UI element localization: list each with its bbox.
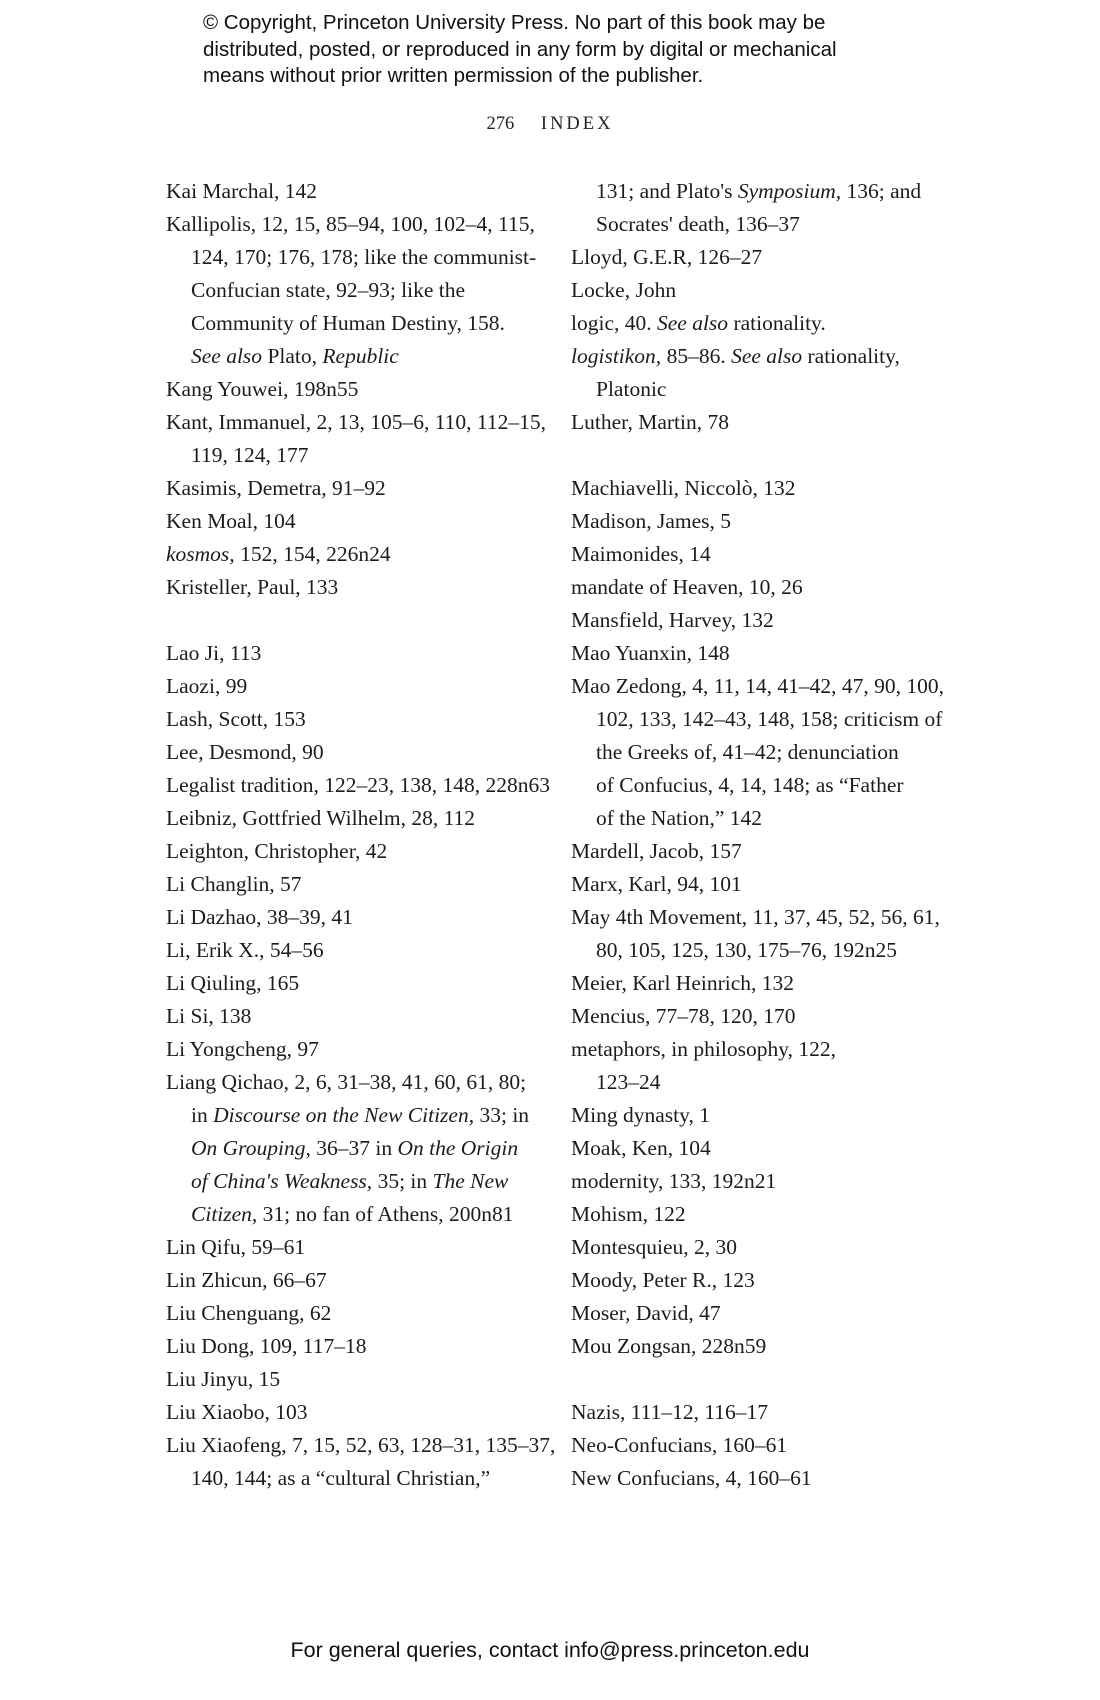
- section-title: INDEX: [540, 114, 614, 134]
- index-text: 140, 144; as a “cultural Christian,”: [191, 1466, 491, 1490]
- index-text: Moser, David, 47: [571, 1301, 721, 1325]
- index-text: Maimonides, 14: [571, 542, 711, 566]
- index-text: mandate of Heaven, 10, 26: [571, 575, 803, 599]
- index-text: 31; no fan of Athens, 200n81: [257, 1202, 514, 1226]
- index-entry-continuation: [571, 208, 951, 241]
- index-entry-continuation: [166, 1099, 541, 1132]
- index-entry: [571, 505, 951, 538]
- index-text: Liang Qichao, 2, 6, 31–38, 41, 60, 61, 80;: [166, 1070, 527, 1094]
- index-text-italic: Republic: [322, 344, 399, 368]
- index-entry: [166, 1000, 541, 1033]
- index-text: Lloyd, G.E.R, 126–27: [571, 245, 763, 269]
- index-text: Neo-Confucians, 160–61: [571, 1433, 788, 1457]
- index-text: of Confucius, 4, 14, 148; as “Father: [596, 773, 904, 797]
- index-text: Marx, Karl, 94, 101: [571, 872, 742, 896]
- copyright-line: means without prior written permission of the publisher.: [203, 64, 704, 87]
- index-entry-continuation: [571, 703, 951, 736]
- index-text-italic: On the Origin: [397, 1136, 519, 1160]
- index-text: Li Dazhao, 38–39, 41: [166, 905, 353, 929]
- index-entry: [571, 1198, 951, 1231]
- index-column-left: [166, 175, 556, 1495]
- index-entry-continuation: [571, 802, 951, 835]
- index-entry-continuation: [571, 769, 951, 802]
- index-text: Mardell, Jacob, 157: [571, 839, 742, 863]
- index-text: Moak, Ken, 104: [571, 1136, 711, 1160]
- index-text: in: [191, 1103, 214, 1127]
- index-entry: [571, 604, 951, 637]
- index-entry: [571, 274, 951, 307]
- index-text-italic: logistikon,: [571, 344, 662, 368]
- index-text: Mansfield, Harvey, 132: [571, 608, 774, 632]
- copyright-line: distributed, posted, or reproduced in any form by digital or mechanical: [203, 37, 837, 61]
- index-text: Liu Jinyu, 15: [166, 1367, 281, 1391]
- index-entry: [166, 175, 541, 208]
- index-text: Li Qiuling, 165: [166, 971, 300, 995]
- index-column-right: [571, 175, 951, 1495]
- index-text: Liu Xiaofeng, 7, 15, 52, 63, 128–31, 135–37,: [166, 1433, 556, 1457]
- index-text: Ken Moal, 104: [166, 509, 296, 533]
- index-entry: [571, 1099, 951, 1132]
- index-text: Li Changlin, 57: [166, 872, 302, 896]
- index-text: Community of Human Destiny, 158.: [191, 311, 505, 335]
- index-text: rationality,: [802, 344, 900, 368]
- index-text-italic: Citizen,: [191, 1202, 258, 1226]
- index-text: the Greeks of, 41–42; denunciation: [596, 740, 899, 764]
- index-entry: [571, 637, 951, 670]
- running-head: [0, 114, 1100, 135]
- index-text: Liu Dong, 109, 117–18: [166, 1334, 367, 1358]
- index-entry: [166, 406, 546, 439]
- copyright-line: © Copyright, Princeton University Press. No part of this book may be: [203, 11, 826, 34]
- index-entry-continuation: [166, 439, 541, 472]
- index-entry-continuation: [166, 241, 541, 274]
- index-entry: [166, 769, 550, 802]
- index-entry: [166, 901, 541, 934]
- index-text: Li, Erik X., 54–56: [166, 938, 324, 962]
- index-entry: [166, 670, 541, 703]
- index-text: logic, 40.: [571, 311, 657, 335]
- index-text: Platonic: [596, 377, 667, 401]
- index-text: 136; and: [841, 179, 922, 203]
- index-entry: [166, 1264, 541, 1297]
- index-entry: [166, 208, 541, 241]
- index-text: 102, 133, 142–43, 148, 158; criticism of: [596, 707, 943, 731]
- index-entry-continuation: [571, 1066, 951, 1099]
- index-entry: [166, 1330, 541, 1363]
- index-entry: [166, 1066, 541, 1099]
- index-entry: [571, 472, 951, 505]
- index-text-italic: See also: [657, 311, 729, 335]
- index-text: Luther, Martin, 78: [571, 410, 729, 434]
- page-number: 276: [486, 114, 515, 134]
- index-text: Meier, Karl Heinrich, 132: [571, 971, 795, 995]
- index-text: Kristeller, Paul, 133: [166, 575, 339, 599]
- index-text-italic: Discourse on the New Citizen,: [213, 1103, 475, 1127]
- index-entry-continuation: [166, 274, 541, 307]
- index-text: metaphors, in philosophy, 122,: [571, 1037, 836, 1061]
- index-text-italic: of China's Weakness,: [191, 1169, 373, 1193]
- index-entry: [166, 934, 541, 967]
- index-entry: [571, 1132, 951, 1165]
- index-text: Kai Marchal, 142: [166, 179, 318, 203]
- copyright-notice: [203, 10, 923, 90]
- index-entry-continuation: [166, 1462, 541, 1495]
- index-entry: [571, 1264, 951, 1297]
- index-text: modernity, 133, 192n21: [571, 1169, 777, 1193]
- index-text: Legalist tradition, 122–23, 138, 148, 228n63: [166, 773, 550, 797]
- index-entry: [571, 1462, 951, 1495]
- index-text: Laozi, 99: [166, 674, 248, 698]
- index-entry: [166, 736, 541, 769]
- index-text-italic: On Grouping,: [191, 1136, 311, 1160]
- index-entry: [571, 868, 951, 901]
- index-entry: [571, 835, 951, 868]
- index-text: May 4th Movement, 11, 37, 45, 52, 56, 61,: [571, 905, 940, 929]
- index-text: 33; in: [474, 1103, 530, 1127]
- index-text: Lee, Desmond, 90: [166, 740, 324, 764]
- index-text: 36–37 in: [310, 1136, 398, 1160]
- index-entry-continuation: [166, 1165, 541, 1198]
- index-entry: [571, 1429, 951, 1462]
- index-text: Liu Chenguang, 62: [166, 1301, 332, 1325]
- index-text: Machiavelli, Niccolò, 132: [571, 476, 796, 500]
- index-entry: [166, 1363, 541, 1396]
- index-text: 85–86.: [661, 344, 732, 368]
- index-text: Kasimis, Demetra, 91–92: [166, 476, 386, 500]
- index-entry: [571, 1033, 951, 1066]
- index-entry-continuation: [166, 1132, 541, 1165]
- index-entry: [166, 802, 541, 835]
- index-entry: [166, 703, 541, 736]
- index-entry: [571, 1297, 951, 1330]
- index-entry: [166, 1033, 541, 1066]
- index-text: 123–24: [596, 1070, 661, 1094]
- index-text: 35; in: [372, 1169, 433, 1193]
- index-text: Kang Youwei, 198n55: [166, 377, 359, 401]
- index-entry: [166, 637, 541, 670]
- index-text: Plato,: [262, 344, 323, 368]
- index-entry: [571, 307, 951, 340]
- index-text: Moody, Peter R., 123: [571, 1268, 755, 1292]
- index-entry-continuation: [571, 175, 951, 208]
- index-entry: [571, 1000, 951, 1033]
- index-entry: [571, 538, 951, 571]
- index-text: 119, 124, 177: [191, 443, 309, 467]
- index-text: 152, 154, 226n24: [234, 542, 391, 566]
- index-entry: [571, 901, 951, 934]
- index-entry: [166, 835, 541, 868]
- index-entry: [571, 1231, 951, 1264]
- index-text: Confucian state, 92–93; like the: [191, 278, 466, 302]
- index-entry: [571, 1165, 951, 1198]
- index-entry: [166, 1396, 541, 1429]
- index-text: Mao Zedong, 4, 11, 14, 41–42, 47, 90, 100,: [571, 674, 945, 698]
- index-entry: [166, 1231, 541, 1264]
- index-text-italic: See also: [191, 344, 263, 368]
- index-entry: [166, 1297, 541, 1330]
- index-entry: [571, 967, 951, 1000]
- index-text: 80, 105, 125, 130, 175–76, 192n25: [596, 938, 897, 962]
- index-text: Mohism, 122: [571, 1202, 686, 1226]
- index-text: Mao Yuanxin, 148: [571, 641, 730, 665]
- index-text: Li Yongcheng, 97: [166, 1037, 319, 1061]
- index-text: Kallipolis, 12, 15, 85–94, 100, 102–4, 115,: [166, 212, 535, 236]
- index-entry: [571, 670, 951, 703]
- index-entry-continuation: [571, 373, 951, 406]
- index-entry: [571, 340, 951, 373]
- index-text: 124, 170; 176, 178; like the communist-: [191, 245, 537, 269]
- index-text: Madison, James, 5: [571, 509, 732, 533]
- index-entry-continuation: [166, 1198, 541, 1231]
- index-text: rationality.: [728, 311, 826, 335]
- letter-group-gap: [571, 1363, 951, 1396]
- index-text: of the Nation,” 142: [596, 806, 762, 830]
- index-entry: [166, 868, 541, 901]
- index-entry: [166, 571, 541, 604]
- index-text: Locke, John: [571, 278, 677, 302]
- index-entry: [571, 1396, 951, 1429]
- index-text: Lin Qifu, 59–61: [166, 1235, 306, 1259]
- index-text-italic: kosmos,: [166, 542, 235, 566]
- index-text: 131; and Plato's: [596, 179, 738, 203]
- index-entry-continuation: [571, 736, 951, 769]
- index-text: Mou Zongsan, 228n59: [571, 1334, 767, 1358]
- index-entry: [571, 241, 951, 274]
- index-entry: [166, 538, 541, 571]
- index-text: Lin Zhicun, 66–67: [166, 1268, 327, 1292]
- index-entry: [166, 373, 541, 406]
- index-text: Leighton, Christopher, 42: [166, 839, 388, 863]
- index-entry: [166, 1429, 556, 1462]
- index-entry: [571, 1330, 951, 1363]
- index-entry: [166, 967, 541, 1000]
- index-text: Socrates' death, 136–37: [596, 212, 800, 236]
- index-text-italic: The New: [432, 1169, 509, 1193]
- index-text: Kant, Immanuel, 2, 13, 105–6, 110, 112–15,: [166, 410, 546, 434]
- index-text-italic: Symposium,: [737, 179, 842, 203]
- index-text: Mencius, 77–78, 120, 170: [571, 1004, 796, 1028]
- index-text: Nazis, 111–12, 116–17: [571, 1400, 769, 1424]
- letter-group-gap: [166, 604, 541, 637]
- letter-group-gap: [571, 439, 951, 472]
- index-entry-continuation: [166, 340, 541, 373]
- index-text: Montesquieu, 2, 30: [571, 1235, 738, 1259]
- index-entry: [166, 505, 541, 538]
- index-entry: [571, 406, 951, 439]
- index-entry-continuation: [166, 307, 541, 340]
- index-text: Li Si, 138: [166, 1004, 252, 1028]
- index-text: Lao Ji, 113: [166, 641, 262, 665]
- footer-contact: For general queries, contact info@press.princeton.edu: [290, 1638, 810, 1662]
- index-text: Ming dynasty, 1: [571, 1103, 710, 1127]
- index-text-italic: See also: [731, 344, 803, 368]
- index-entry: [166, 472, 541, 505]
- index-text: Leibniz, Gottfried Wilhelm, 28, 112: [166, 806, 476, 830]
- index-text: New Confucians, 4, 160–61: [571, 1466, 812, 1490]
- index-text: Liu Xiaobo, 103: [166, 1400, 308, 1424]
- index-entry: [571, 571, 951, 604]
- index-entry-continuation: [571, 934, 951, 967]
- index-text: Lash, Scott, 153: [166, 707, 306, 731]
